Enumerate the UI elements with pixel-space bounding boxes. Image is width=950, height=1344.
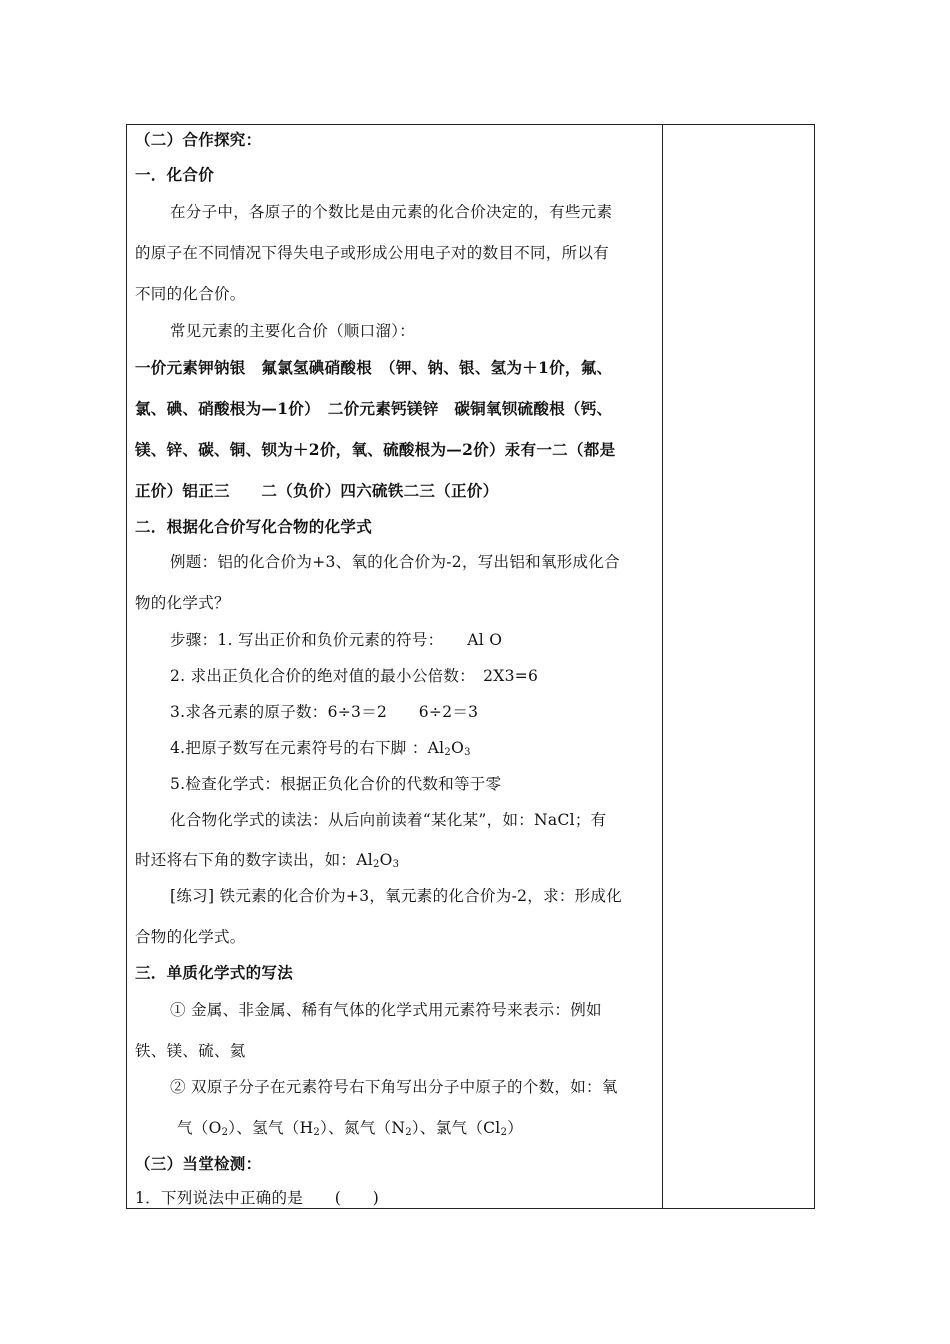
mnemonic-line: 正价）铝正三 二（负价）四六硫铁二三（正价）	[135, 481, 499, 500]
practice-line: [练习] 铁元素的化合价为+3，氧元素的化合价为-2，求：形成化	[170, 887, 623, 905]
step-5: 5.检查化学式：根据正负化合价的代数和等于零	[170, 775, 502, 793]
section-cooperation-heading: （二）合作探究：	[135, 130, 262, 149]
reading-line: 化合物化学式的读法：从后向前读着“某化某”，如：NaCl；有	[170, 811, 607, 829]
step-3: 3.求各元素的原子数：6÷3＝2 6÷2＝3	[170, 703, 479, 721]
practice-line: 合物的化学式。	[135, 928, 246, 946]
reading-line	[135, 848, 399, 870]
mnemonic-line: 一价元素钾钠银 氟氯氢碘硝酸根 （钾、钠、银、氢为＋1价，氟、	[135, 358, 613, 377]
step-2: 2. 求出正负化合价的绝对值的最小公倍数： 2X3=6	[170, 667, 539, 685]
question-1: 1．下列说法中正确的是 ( )	[135, 1189, 380, 1207]
simple-rule-1: ① 金属、非金属、稀有气体的化学式用元素符号来表示：例如	[170, 1001, 602, 1019]
section-test-heading: （三）当堂检测：	[135, 1154, 262, 1173]
formula-al2o3: $Al_2O_3$	[427, 739, 471, 758]
simple-rule-1-cont: 铁、镁、硫、氦	[135, 1042, 246, 1060]
paragraph-line: 的原子在不同情况下得失电子或形成公用电子对的数目不同，所以有	[135, 244, 610, 262]
example-line: 例题：铝的化合价为+3、氧的化合价为-2，写出铝和氧形成化合	[170, 553, 620, 571]
example-line: 物的化学式？	[135, 594, 230, 612]
diatomic-examples: 气$(O_2)$、氢气$(H_2)$、氮气$(N_2)$、氯气$(Cl_2)$	[177, 1119, 524, 1138]
step-4-text: 4.把原子数写在元素符号的右下脚 ：	[170, 739, 428, 757]
paragraph-line: 不同的化合价。	[135, 285, 246, 303]
reading-text: 时还将右下角的数字读出，如：	[135, 851, 357, 869]
heading-valence: 一．化合价	[135, 165, 215, 184]
mnemonic-intro: 常见元素的主要化合价（顺口溜）：	[170, 322, 416, 340]
simple-rule-2: ② 双原子分子在元素符号右下角写出分子中原子的个数，如：氧	[170, 1078, 618, 1096]
paragraph-line: 在分子中，各原子的个数比是由元素的化合价决定的，有些元素	[170, 203, 613, 221]
formula-al2o3: $Al_2O_3$	[356, 851, 400, 870]
step-1: 步骤：1. 写出正价和负价元素的符号： Al O	[170, 631, 503, 649]
mnemonic-line: 氯、碘、硝酸根为—1价） 二价元素钙镁锌 碳铜氧钡硫酸根（钙、	[135, 399, 613, 418]
heading-write-formula: 二．根据化合价写化合物的化学式	[135, 517, 373, 536]
mnemonic-line: 镁、锌、碳、铜、钡为＋2价，氧、硫酸根为—2价）汞有一二（都是	[135, 440, 616, 459]
step-4	[170, 736, 471, 758]
column-divider	[662, 124, 663, 1209]
heading-element-formula: 三．单质化学式的写法	[135, 963, 294, 982]
